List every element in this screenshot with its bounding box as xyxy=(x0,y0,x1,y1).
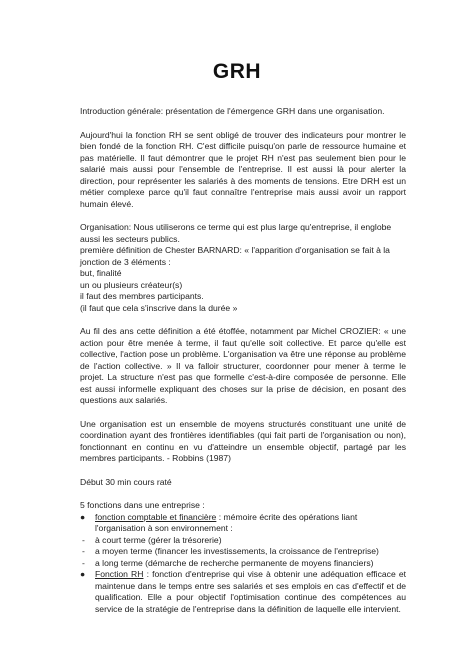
sub-item-text: à court terme (gérer la trésorerie) xyxy=(95,534,222,545)
rh-text: : fonction d'entreprise qui vise à obtenir une adéquation efficace et maintenue dans le temps entre ses salariés et ses emplois en cas d'effectif et de qualification. Elle a pour objectif l'optimisation continue des compétences au service de la stratégie de l'entreprise dans la définition de laquelle elle intervient. xyxy=(95,569,406,614)
organisation-definition: Organisation: Nous utiliserons ce terme qui est plus large qu'entreprise, il englobe aussi les secteurs publics. xyxy=(80,222,392,244)
paragraph-crozier: Au fil des ans cette définition a été étoffée, notamment par Michel CROZIER: « une action pour être menée à terme, il faut qu'elle soit collective. Et parce qu'elle est collective, l'action pose un problème. L'organisation va être une réponse au problème de l'action collective. » Il va falloir structurer, coordonner pour mener à terme le projet. La structure n'est pas que formelle c'est-à-dire composée de personne. Elle est aussi informelle expliquant des choses sur la prise de décision, en posant des questions aux salariés. xyxy=(80,326,406,405)
barnard-element: un ou plusieurs créateur(s) xyxy=(80,279,183,290)
course-note: Début 30 min cours raté xyxy=(80,476,172,487)
dash-icon: - xyxy=(82,546,85,556)
barnard-element: but, finalité xyxy=(80,268,122,278)
functions-list xyxy=(80,512,406,616)
list-item-rh xyxy=(80,569,406,615)
list-item-sub xyxy=(80,558,406,570)
intro-line: Introduction générale: présentation de l'émergence GRH dans une organisation. xyxy=(80,106,385,116)
document-body xyxy=(80,106,406,615)
barnard-element: (il faut que cela s'inscrive dans la durée » xyxy=(80,302,238,313)
functions-heading: 5 fonctions dans une entreprise : xyxy=(80,500,205,510)
dash-icon: - xyxy=(82,534,85,545)
dash-icon: - xyxy=(82,557,85,568)
list-item-sub xyxy=(80,535,406,547)
page-title: GRH xyxy=(212,60,262,83)
comptable-text: : mémoire écrite des opérations liant l'organisation à son environnement : xyxy=(95,511,358,533)
bullet-icon: ● xyxy=(80,511,86,522)
sub-item-text: a moyen terme (financer les investissements, la croissance de l'entreprise) xyxy=(95,546,379,556)
barnard-definition: première définition de Chester BARNARD: « l'apparition d'organisation se fait à la jonction de 3 éléments : xyxy=(80,245,390,267)
comptable-label: fonction comptable et financière xyxy=(95,511,217,522)
paragraph-fonction-rh: Aujourd'hui la fonction RH se sent obligé de trouver des indicateurs pour montrer le bien fondé de la fonction RH. C'est difficile puisqu'on parle de ressource humaine et pas matérielle. Il faut démontrer que le projet RH n'est pas seulement bien pour le salarié mais aussi pour l'ensemble de l'entreprise. Il est aussi là pour alerter la direction, pour représenter les salariés à des moments de tensions. Etre DRH est un métier complexe parce qu'il faut connaître l'entreprise mais aussi avoir un rapport humain élevé. xyxy=(80,129,406,209)
rh-label: Fonction RH xyxy=(95,569,144,579)
paragraph-robbins: Une organisation est un ensemble de moyens structurés constituant une unité de coordination ayant des frontières identifiables (qui fait parti de l'organisation ou non), fonctionnant en continu en vu d'atteindre un ensemble objectif, partagé par les membres participants. - Robbins (1987) xyxy=(80,418,406,463)
sub-item-text: a long terme (démarche de recherche permanente de moyens financiers) xyxy=(95,557,374,568)
list-item-sub xyxy=(80,546,406,558)
bullet-icon: ● xyxy=(80,569,86,579)
list-item-comptable xyxy=(80,512,406,535)
barnard-element: il faut des membres participants. xyxy=(80,291,204,301)
